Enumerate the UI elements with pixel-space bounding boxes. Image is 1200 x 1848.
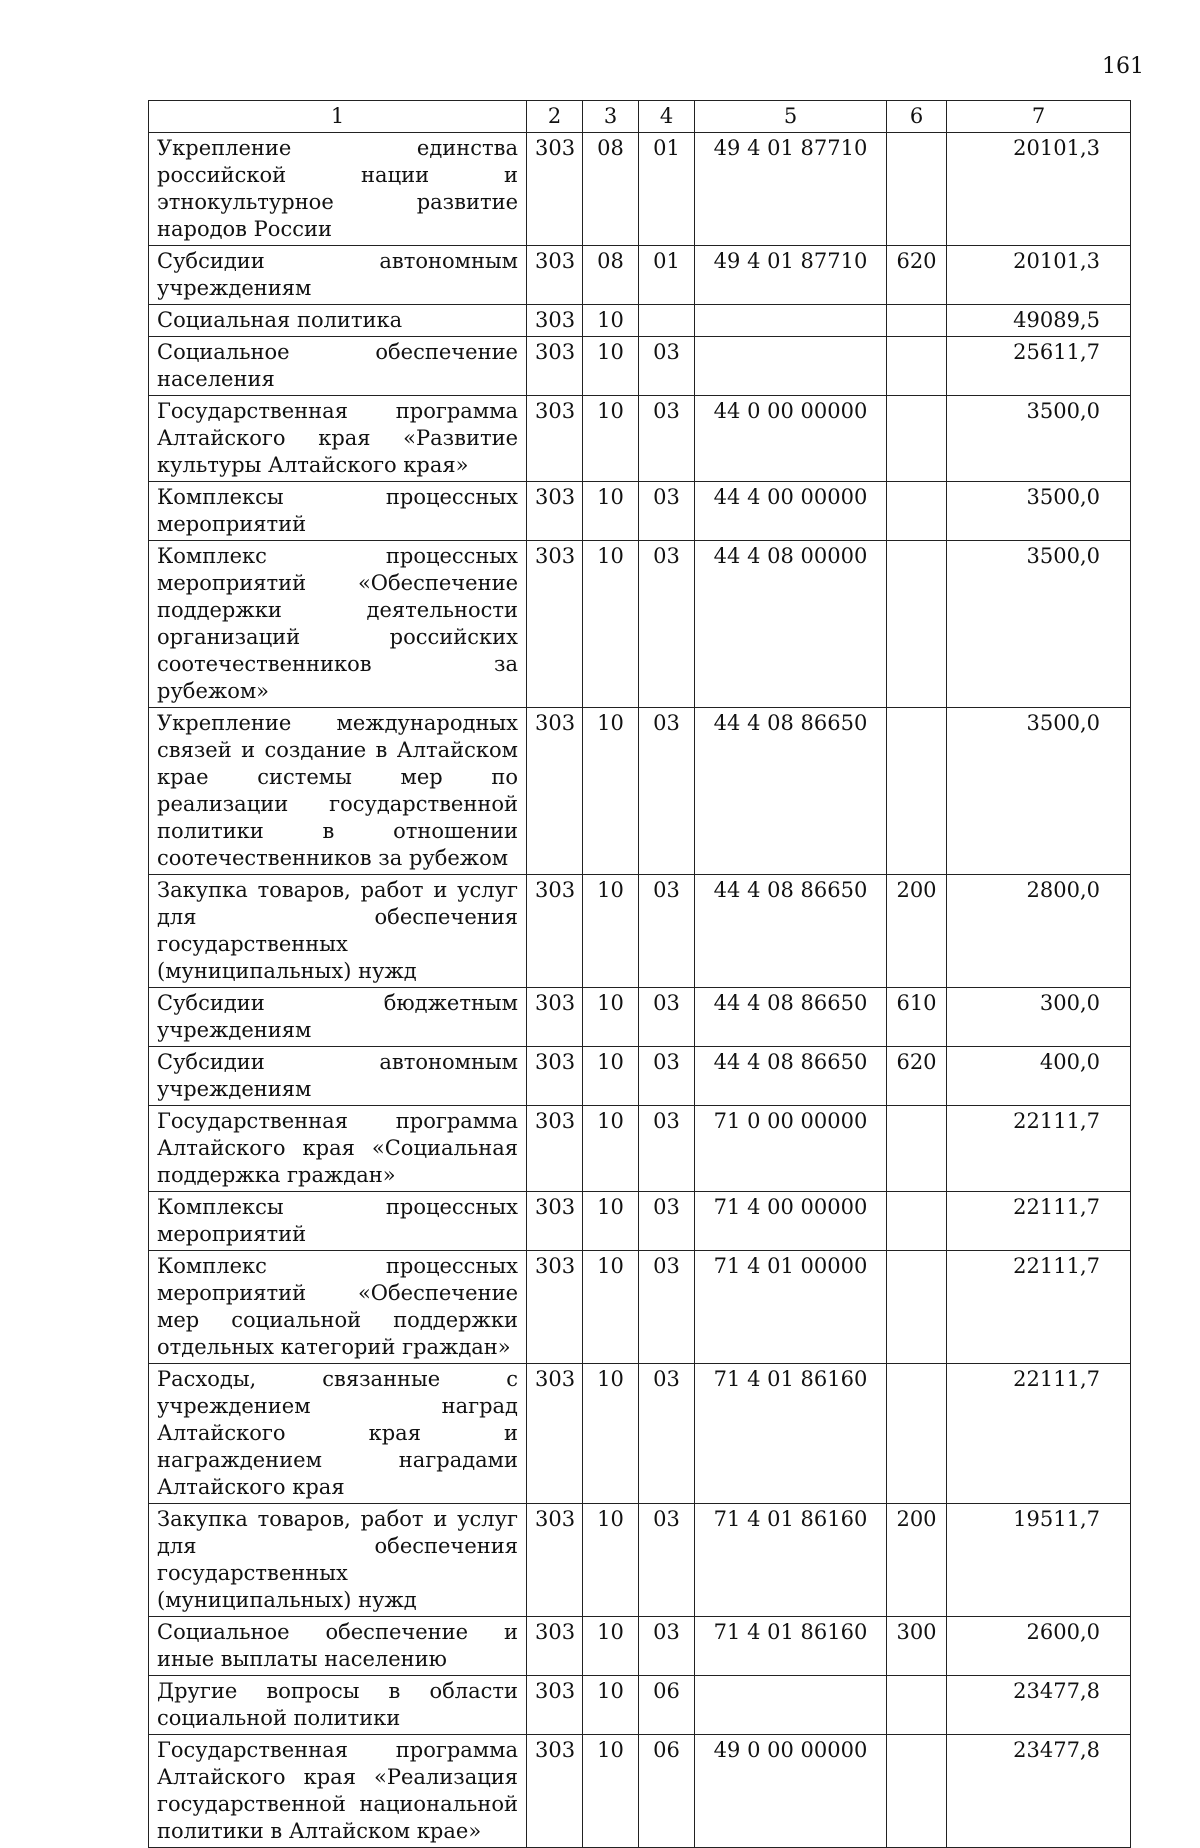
section-cell: 10 (583, 1251, 639, 1364)
target-article-cell: 44 4 08 86650 (695, 708, 887, 875)
section-cell: 10 (583, 1617, 639, 1676)
amount-cell: 25611,7 (947, 337, 1131, 396)
row-name-cell: Закупка товаров, работ и услуг для обеспечения государственных (муниципальных) нужд (149, 875, 527, 988)
table-row (149, 1735, 1131, 1848)
page-number: 161 (1102, 54, 1144, 79)
amount-cell: 49089,5 (947, 305, 1131, 337)
admin-code-cell: 303 (527, 1192, 583, 1251)
amount-cell: 23477,8 (947, 1676, 1131, 1735)
section-cell: 10 (583, 1504, 639, 1617)
target-article-cell: 44 4 08 00000 (695, 541, 887, 708)
row-name-cell: Социальное обеспечение и иные выплаты населению (149, 1617, 527, 1676)
subsection-cell: 06 (639, 1676, 695, 1735)
admin-code-cell: 303 (527, 246, 583, 305)
subsection-cell: 03 (639, 988, 695, 1047)
target-article-cell: 44 4 08 86650 (695, 1047, 887, 1106)
admin-code-cell: 303 (527, 541, 583, 708)
table-row (149, 541, 1131, 708)
row-name-cell: Государственная программа Алтайского края «Социальная поддержка граждан» (149, 1106, 527, 1192)
expense-type-cell: 200 (887, 1504, 947, 1617)
expense-type-cell: 610 (887, 988, 947, 1047)
table-row (149, 337, 1131, 396)
table-row (149, 875, 1131, 988)
amount-cell: 20101,3 (947, 246, 1131, 305)
expense-type-cell: 200 (887, 875, 947, 988)
column-header-1: 1 (149, 101, 527, 133)
row-name-cell: Расходы, связанные с учреждением наград Алтайского края и награждением наградами Алтайского края (149, 1364, 527, 1504)
amount-cell: 300,0 (947, 988, 1131, 1047)
admin-code-cell: 303 (527, 133, 583, 246)
subsection-cell: 03 (639, 708, 695, 875)
amount-cell: 22111,7 (947, 1106, 1131, 1192)
amount-cell: 23477,8 (947, 1735, 1131, 1848)
table-row (149, 1251, 1131, 1364)
target-article-cell: 44 4 08 86650 (695, 875, 887, 988)
column-header-3: 3 (583, 101, 639, 133)
subsection-cell: 03 (639, 1106, 695, 1192)
row-name-cell: Субсидии автономным учреждениям (149, 246, 527, 305)
admin-code-cell: 303 (527, 396, 583, 482)
section-cell: 10 (583, 541, 639, 708)
table-row (149, 708, 1131, 875)
table-row (149, 988, 1131, 1047)
budget-table (148, 100, 1131, 1848)
expense-type-cell (887, 1735, 947, 1848)
subsection-cell: 01 (639, 246, 695, 305)
expense-type-cell: 300 (887, 1617, 947, 1676)
amount-cell: 3500,0 (947, 541, 1131, 708)
row-name-cell: Социальная политика (149, 305, 527, 337)
subsection-cell: 03 (639, 482, 695, 541)
amount-cell: 2600,0 (947, 1617, 1131, 1676)
admin-code-cell: 303 (527, 1676, 583, 1735)
amount-cell: 400,0 (947, 1047, 1131, 1106)
subsection-cell: 03 (639, 1047, 695, 1106)
target-article-cell: 71 4 01 86160 (695, 1617, 887, 1676)
expense-type-cell (887, 1364, 947, 1504)
section-cell: 10 (583, 482, 639, 541)
table-row (149, 246, 1131, 305)
admin-code-cell: 303 (527, 1047, 583, 1106)
admin-code-cell: 303 (527, 305, 583, 337)
expense-type-cell (887, 305, 947, 337)
section-cell: 08 (583, 246, 639, 305)
table-row (149, 1047, 1131, 1106)
table-row (149, 482, 1131, 541)
subsection-cell: 03 (639, 1192, 695, 1251)
subsection-cell: 03 (639, 396, 695, 482)
row-name-cell: Комплексы процессных мероприятий (149, 1192, 527, 1251)
row-name-cell: Субсидии автономным учреждениям (149, 1047, 527, 1106)
expense-type-cell (887, 1106, 947, 1192)
target-article-cell (695, 337, 887, 396)
subsection-cell: 03 (639, 1617, 695, 1676)
table-row (149, 1617, 1131, 1676)
target-article-cell: 49 4 01 87710 (695, 246, 887, 305)
subsection-cell: 03 (639, 541, 695, 708)
section-cell: 10 (583, 1676, 639, 1735)
expense-type-cell (887, 541, 947, 708)
section-cell: 10 (583, 305, 639, 337)
subsection-cell: 03 (639, 1364, 695, 1504)
admin-code-cell: 303 (527, 708, 583, 875)
table-row (149, 133, 1131, 246)
amount-cell: 3500,0 (947, 708, 1131, 875)
subsection-cell: 03 (639, 875, 695, 988)
admin-code-cell: 303 (527, 482, 583, 541)
amount-cell: 3500,0 (947, 396, 1131, 482)
table-row (149, 396, 1131, 482)
row-name-cell: Социальное обеспечение населения (149, 337, 527, 396)
expense-type-cell (887, 1251, 947, 1364)
admin-code-cell: 303 (527, 337, 583, 396)
row-name-cell: Укрепление международных связей и создание в Алтайском крае системы мер по реализации государственной политики в отношении соотечественников за рубежом (149, 708, 527, 875)
section-cell: 10 (583, 1106, 639, 1192)
amount-cell: 22111,7 (947, 1251, 1131, 1364)
table-row (149, 1192, 1131, 1251)
admin-code-cell: 303 (527, 875, 583, 988)
table-body (149, 133, 1131, 1848)
admin-code-cell: 303 (527, 1106, 583, 1192)
admin-code-cell: 303 (527, 1617, 583, 1676)
row-name-cell: Государственная программа Алтайского края «Реализация государственной национальной политики в Алтайском крае» (149, 1735, 527, 1848)
subsection-cell (639, 305, 695, 337)
target-article-cell: 49 4 01 87710 (695, 133, 887, 246)
section-cell: 10 (583, 708, 639, 875)
amount-cell: 22111,7 (947, 1192, 1131, 1251)
section-cell: 10 (583, 875, 639, 988)
target-article-cell: 71 4 01 00000 (695, 1251, 887, 1364)
column-header-7: 7 (947, 101, 1131, 133)
row-name-cell: Комплексы процессных мероприятий (149, 482, 527, 541)
admin-code-cell: 303 (527, 988, 583, 1047)
section-cell: 10 (583, 988, 639, 1047)
table-row (149, 1676, 1131, 1735)
table-row (149, 305, 1131, 337)
expense-type-cell (887, 133, 947, 246)
admin-code-cell: 303 (527, 1735, 583, 1848)
table-row (149, 1504, 1131, 1617)
section-cell: 10 (583, 1364, 639, 1504)
row-name-cell: Закупка товаров, работ и услуг для обеспечения государственных (муниципальных) нужд (149, 1504, 527, 1617)
admin-code-cell: 303 (527, 1251, 583, 1364)
section-cell: 10 (583, 1735, 639, 1848)
column-header-4: 4 (639, 101, 695, 133)
section-cell: 10 (583, 1192, 639, 1251)
target-article-cell: 49 0 00 00000 (695, 1735, 887, 1848)
subsection-cell: 03 (639, 337, 695, 396)
subsection-cell: 01 (639, 133, 695, 246)
table-row (149, 1364, 1131, 1504)
expense-type-cell (887, 1676, 947, 1735)
target-article-cell: 44 4 00 00000 (695, 482, 887, 541)
column-header-2: 2 (527, 101, 583, 133)
target-article-cell (695, 1676, 887, 1735)
target-article-cell: 44 0 00 00000 (695, 396, 887, 482)
amount-cell: 22111,7 (947, 1364, 1131, 1504)
row-name-cell: Другие вопросы в области социальной политики (149, 1676, 527, 1735)
row-name-cell: Укрепление единства российской нации и этнокультурное развитие народов России (149, 133, 527, 246)
expense-type-cell: 620 (887, 246, 947, 305)
expense-type-cell (887, 482, 947, 541)
amount-cell: 19511,7 (947, 1504, 1131, 1617)
admin-code-cell: 303 (527, 1364, 583, 1504)
row-name-cell: Комплекс процессных мероприятий «Обеспечение поддержки деятельности организаций российских соотечественников за рубежом» (149, 541, 527, 708)
amount-cell: 3500,0 (947, 482, 1131, 541)
section-cell: 10 (583, 337, 639, 396)
section-cell: 10 (583, 396, 639, 482)
row-name-cell: Субсидии бюджетным учреждениям (149, 988, 527, 1047)
subsection-cell: 03 (639, 1504, 695, 1617)
amount-cell: 2800,0 (947, 875, 1131, 988)
header-row (149, 101, 1131, 133)
section-cell: 08 (583, 133, 639, 246)
target-article-cell: 44 4 08 86650 (695, 988, 887, 1047)
target-article-cell: 71 4 01 86160 (695, 1504, 887, 1617)
expense-type-cell (887, 396, 947, 482)
section-cell: 10 (583, 1047, 639, 1106)
target-article-cell (695, 305, 887, 337)
target-article-cell: 71 0 00 00000 (695, 1106, 887, 1192)
table-row (149, 1106, 1131, 1192)
target-article-cell: 71 4 00 00000 (695, 1192, 887, 1251)
row-name-cell: Комплекс процессных мероприятий «Обеспечение мер социальной поддержки отдельных категорий граждан» (149, 1251, 527, 1364)
admin-code-cell: 303 (527, 1504, 583, 1617)
target-article-cell: 71 4 01 86160 (695, 1364, 887, 1504)
expense-type-cell (887, 1192, 947, 1251)
amount-cell: 20101,3 (947, 133, 1131, 246)
row-name-cell: Государственная программа Алтайского края «Развитие культуры Алтайского края» (149, 396, 527, 482)
expense-type-cell (887, 337, 947, 396)
expense-type-cell: 620 (887, 1047, 947, 1106)
expense-type-cell (887, 708, 947, 875)
column-header-5: 5 (695, 101, 887, 133)
column-header-6: 6 (887, 101, 947, 133)
subsection-cell: 03 (639, 1251, 695, 1364)
subsection-cell: 06 (639, 1735, 695, 1848)
